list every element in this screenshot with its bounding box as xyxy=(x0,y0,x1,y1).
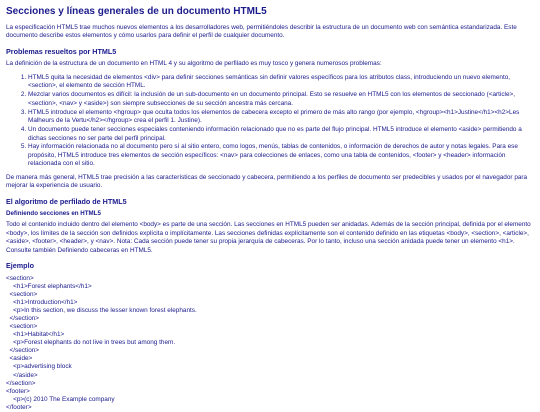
algorithm-paragraph: Todo el contenido incluido dentro del elemento <body> es parte de una sección. Las secciones en HTML5 pueden ser anidadas. Además de la sección principal, definida por el elemento <body>, los límites de la sección son definidos explícita o implícitamente. Las secciones definidas explícitamente son el contenido definido en las etiquetas <body>, <section>, <article>, <aside>, <footer>, <header>, y <nav>. Nota: Cada sección puede tener su propia jerarquía de cabeceras. Por lo tanto, incluso una sección anidada puede tener un elemento <h1>. Consulte también Definiendo cabeceras en HTML5. xyxy=(6,221,531,254)
code-line: <footer> xyxy=(6,387,30,395)
code-line: <p>advertising block xyxy=(6,363,72,371)
code-line: </footer> xyxy=(6,403,32,411)
defining-sections-subheading: Definiendo secciones en HTML5 xyxy=(6,210,101,218)
problems-list-item: 2. Mezclar varios documentos es difícil: la inclusión de un sub-documento en un documento principal. Esto se resuelve en HTML5 con los elementos de seccionado (<article>, <section>, <nav> y <aside>) son siempre subsecciones de su sección ancestra más cercana. xyxy=(28,91,534,108)
example-heading: Ejemplo xyxy=(6,261,34,271)
code-line: <section> xyxy=(6,290,38,298)
code-line: </section> xyxy=(6,347,40,355)
problems-list-item: 3. HTML5 introduce el elemento <hgroup> que oculta todos los elementos de cabecera excepto el primero de más alto rango (por ejemplo, <hgroup><h1>Justine</h1><h2>Les Malheurs de la Vertu</h2></hgroup> crea el perfil 1. Justine). xyxy=(28,109,534,126)
code-line: <p>Forest elephants do not live in trees but among them. xyxy=(6,339,176,347)
code-line: <p>(c) 2010 The Example company xyxy=(6,395,115,403)
problems-intro-paragraph: La definición de la estructura de un documento en HTML 4 y su algoritmo de perfilado es muy tosco y genera numerosos problemas: xyxy=(6,60,382,68)
problems-list-item: 5. Hay información relacionada no al documento pero sí al sitio entero, como logos, menús, tablas de contenidos, o información de derechos de autor y notas legales. Para ese propósito, HTML5 introduce tres elementos de sección específicos: <nav> para colecciones de enlaces, como una tabla de contenidos, <footer> y <header> información relacionada con el sitio. xyxy=(28,143,534,168)
code-line: <h1>Forest elephants</h1> xyxy=(6,282,92,290)
code-line: <h1>Habitat</h1> xyxy=(6,331,65,339)
code-line: <h1>Introduction</h1> xyxy=(6,298,78,306)
problems-heading: Problemas resueltos por HTML5 xyxy=(6,46,117,56)
code-line: </aside> xyxy=(6,371,38,379)
algorithm-heading: El algoritmo de perfilado de HTML5 xyxy=(6,196,127,206)
code-line: </section> xyxy=(6,315,40,323)
code-line: <p>In this section, we discuss the lesser known forest elephants. xyxy=(6,307,197,314)
code-line: </section> xyxy=(6,379,36,387)
example-code-block xyxy=(6,275,534,412)
code-line: <section> xyxy=(6,274,34,282)
problems-list xyxy=(6,74,534,169)
intro-paragraph: La especificación HTML5 trae muchos nuevos elementos a los desarrolladores web, permitiéndoles describir la estructura de un documento web con semántica estandarizada. Este documento describe estos elementos y cómo usarlos para definir el perfil de cualquier documento. xyxy=(6,24,517,40)
page-title: Secciones y líneas generales de un documento HTML5 xyxy=(6,6,267,17)
code-line: <section> xyxy=(6,323,38,331)
problems-conclusion-paragraph: De manera más general, HTML5 trae precisión a las características de seccionado y cabecera, permitiendo a los perfiles de documento ser predecibles y usados por el navegador para mejorar la experiencia de usuario. xyxy=(6,173,528,190)
code-line: <aside> xyxy=(6,355,33,363)
problems-list-item: 4. Un documento puede tener secciones especiales conteniendo información relacionado que no es parte del flujo principal. HTML5 introduce el elemento <aside> permitiendo a dichas secciones no ser parte del perfil principal. xyxy=(28,126,534,143)
problems-list-item: 1. HTML5 quita la necesidad de elementos <div> para definir secciones semánticas sin definir valores específicos para los atributos class, introduciendo un nuevo elemento, <section>, el elemento de sección HTML. xyxy=(28,74,534,91)
